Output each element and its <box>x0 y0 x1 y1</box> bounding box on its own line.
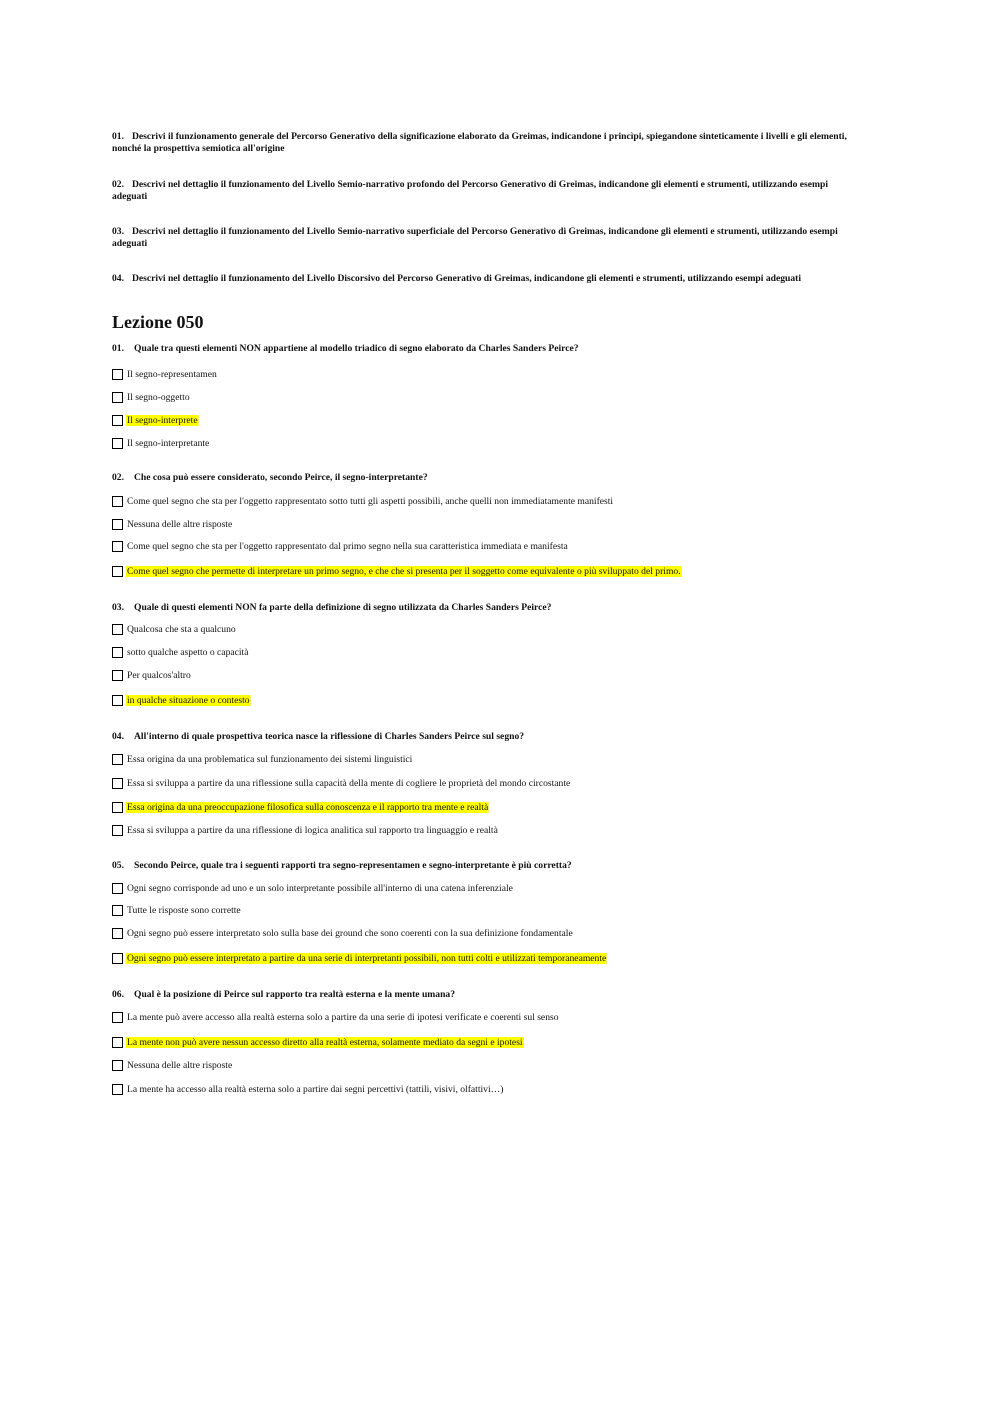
answer-checkbox[interactable] <box>112 647 123 658</box>
question-number: 03. <box>112 226 124 237</box>
answer-text: Nessuna delle altre risposte <box>127 519 233 530</box>
answer-checkbox[interactable] <box>112 695 123 706</box>
question-number: 03. <box>112 602 124 613</box>
answer-text: Essa si sviluppa a partire da una riflessione di logica analitica sul rapporto tra linguaggio e realtà <box>127 825 498 836</box>
answer-checkbox[interactable] <box>112 825 123 836</box>
answer-option[interactable] <box>112 622 237 637</box>
answer-option[interactable] <box>112 367 218 382</box>
question-number: 01. <box>112 131 124 142</box>
quiz-question-01 <box>112 343 872 355</box>
answer-checkbox[interactable] <box>112 953 123 964</box>
answer-text: Essa origina da una problematica sul funzionamento dei sistemi linguistici <box>127 754 413 765</box>
answer-text: Qualcosa che sta a qualcuno <box>127 624 236 635</box>
question-number: 05. <box>112 860 124 871</box>
answer-checkbox[interactable] <box>112 928 123 939</box>
answer-text: Ogni segno può essere interpretato solo sulla base dei ground che sono coerenti con la sua definizione fondamentale <box>127 928 573 939</box>
answer-text: Per qualcos'altro <box>127 670 191 681</box>
open-question-01 <box>112 131 864 155</box>
question-number: 01. <box>112 343 124 354</box>
answer-text: Essa si sviluppa a partire da una riflessione sulla capacità della mente di cogliere le proprietà del mondo circostante <box>127 778 571 789</box>
question-text: Che cosa può essere considerato, secondo Peirce, il segno-interpretante? <box>134 472 428 483</box>
answer-option-correct[interactable] <box>112 951 607 966</box>
question-text: Quale tra questi elementi NON appartiene al modello triadico di segno elaborato da Charles Sanders Peirce? <box>134 343 579 354</box>
answer-option[interactable] <box>112 539 569 554</box>
answer-option[interactable] <box>112 645 249 660</box>
answer-option[interactable] <box>112 494 614 509</box>
answer-checkbox[interactable] <box>112 438 123 449</box>
answer-checkbox[interactable] <box>112 802 123 813</box>
lesson-title: Lezione 050 <box>112 312 204 332</box>
question-text: All'interno di quale prospettiva teorica nasce la riflessione di Charles Sanders Peirce sul segno? <box>134 731 525 742</box>
answer-text: La mente ha accesso alla realtà esterna solo a partire dai segni percettivi (tattili, visivi, olfattivi…) <box>127 1084 504 1095</box>
question-text: Quale di questi elementi NON fa parte della definizione di segno utilizzata da Charles Sanders Peirce? <box>134 602 552 613</box>
answer-checkbox[interactable] <box>112 624 123 635</box>
quiz-question-04 <box>112 731 872 743</box>
open-question-02 <box>112 179 864 203</box>
answer-text-highlighted: in qualche situazione o contesto <box>127 695 250 706</box>
question-number: 04. <box>112 273 124 284</box>
quiz-question-03 <box>112 602 872 614</box>
answer-text: Come quel segno che sta per l'oggetto rappresentato dal primo segno nella sua caratteristica immediata e manifesta <box>127 541 568 552</box>
answer-option[interactable] <box>112 823 499 838</box>
answer-option[interactable] <box>112 668 192 683</box>
question-text: Descrivi il funzionamento generale del Percorso Generativo della significazione elaborato da Greimas, indicandone i princìpi, spiegandone sinteticamente i livelli e gli elementi, nonché la prospettiva semiotica all'origine <box>112 131 847 154</box>
answer-option-correct[interactable] <box>112 413 199 428</box>
answer-checkbox[interactable] <box>112 519 123 530</box>
quiz-question-02 <box>112 472 872 484</box>
open-question-03 <box>112 226 864 250</box>
answer-checkbox[interactable] <box>112 883 123 894</box>
answer-text: Ogni segno corrisponde ad uno e un solo interpretante possibile all'interno di una catena inferenziale <box>127 883 513 894</box>
answer-checkbox[interactable] <box>112 1012 123 1023</box>
answer-checkbox[interactable] <box>112 670 123 681</box>
quiz-question-05 <box>112 860 872 872</box>
answer-checkbox[interactable] <box>112 541 123 552</box>
answer-text-highlighted: Il segno-interprete <box>127 415 198 426</box>
answer-option-correct[interactable] <box>112 693 251 708</box>
answer-checkbox[interactable] <box>112 1060 123 1071</box>
answer-option[interactable] <box>112 903 242 918</box>
answer-checkbox[interactable] <box>112 369 123 380</box>
answer-checkbox[interactable] <box>112 1037 123 1048</box>
question-number: 02. <box>112 179 124 190</box>
answer-option[interactable] <box>112 1010 560 1025</box>
answer-text: Nessuna delle altre risposte <box>127 1060 233 1071</box>
answer-text-highlighted: Ogni segno può essere interpretato a partire da una serie di interpretanti possibili, non tutti colti e utilizzati temporaneamente <box>127 953 607 964</box>
answer-text: La mente può avere accesso alla realtà esterna solo a partire da una serie di ipotesi verificate e coerenti sul senso <box>127 1012 559 1023</box>
answer-option[interactable] <box>112 517 233 532</box>
answer-text-highlighted: Essa origina da una preoccupazione filosofica sulla conoscenza e il rapporto tra mente e realtà <box>127 802 489 813</box>
answer-checkbox[interactable] <box>112 392 123 403</box>
answer-text: Tutte le risposte sono corrette <box>127 905 241 916</box>
answer-option[interactable] <box>112 390 191 405</box>
answer-option[interactable] <box>112 1082 504 1097</box>
answer-checkbox[interactable] <box>112 1084 123 1095</box>
answer-checkbox[interactable] <box>112 905 123 916</box>
question-number: 02. <box>112 472 124 483</box>
question-text: Qual è la posizione di Peirce sul rapporto tra realtà esterna e la mente umana? <box>134 989 455 1000</box>
question-text: Descrivi nel dettaglio il funzionamento del Livello Semio-narrativo superficiale del Percorso Generativo di Greimas, indicandone gli elementi e strumenti, utilizzando esempi adeguati <box>112 226 838 249</box>
answer-text-highlighted: La mente non può avere nessun accesso diretto alla realtà esterna, solamente mediato da segni e ipotesi <box>127 1037 523 1048</box>
answer-text: sotto qualche aspetto o capacità <box>127 647 249 658</box>
answer-checkbox[interactable] <box>112 415 123 426</box>
answer-option-correct[interactable] <box>112 800 489 815</box>
question-number: 06. <box>112 989 124 1000</box>
answer-text: Il segno-representamen <box>127 369 217 380</box>
answer-checkbox[interactable] <box>112 778 123 789</box>
question-number: 04. <box>112 731 124 742</box>
answer-checkbox[interactable] <box>112 566 123 577</box>
answer-text-highlighted: Come quel segno che permette di interpretare un primo segno, e che che si presenta per il soggetto come equivalente o più sviluppato del primo. <box>127 566 681 577</box>
answer-text: Il segno-interpretante <box>127 438 210 449</box>
answer-checkbox[interactable] <box>112 754 123 765</box>
answer-text: Come quel segno che sta per l'oggetto rappresentato sotto tutti gli aspetti possibili, anche quelli non immediatamente manifesti <box>127 496 614 507</box>
answer-checkbox[interactable] <box>112 496 123 507</box>
answer-option[interactable] <box>112 776 571 791</box>
answer-option[interactable] <box>112 881 514 896</box>
answer-option[interactable] <box>112 752 413 767</box>
quiz-question-06 <box>112 989 872 1001</box>
answer-option[interactable] <box>112 436 210 451</box>
answer-option[interactable] <box>112 926 574 941</box>
question-text: Secondo Peirce, quale tra i seguenti rapporti tra segno-representamen e segno-interpretante è più corretta? <box>134 860 572 871</box>
answer-text: Il segno-oggetto <box>127 392 190 403</box>
question-text: Descrivi nel dettaglio il funzionamento del Livello Discorsivo del Percorso Generativo di Greimas, indicandone gli elementi e strumenti, utilizzando esempi adeguati <box>132 273 802 284</box>
answer-option-correct[interactable] <box>112 564 682 579</box>
answer-option[interactable] <box>112 1058 233 1073</box>
answer-option-correct[interactable] <box>112 1035 524 1050</box>
question-text: Descrivi nel dettaglio il funzionamento del Livello Semio-narrativo profondo del Percorso Generativo di Greimas, indicandone gli elementi e strumenti, utilizzando esempi adeguati <box>112 179 829 202</box>
open-question-04 <box>112 273 864 285</box>
